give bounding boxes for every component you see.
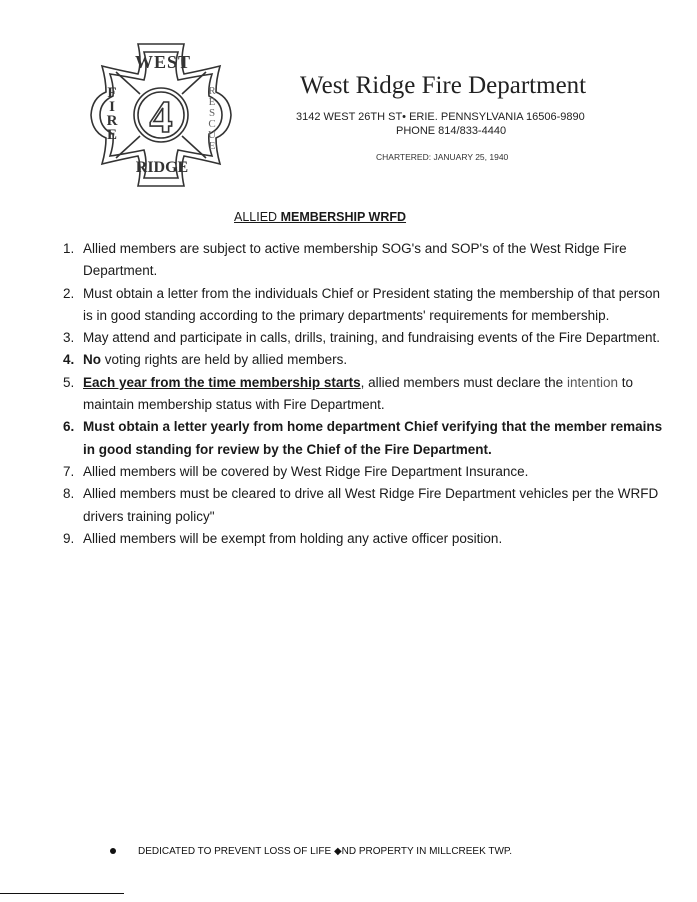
- rule-text: May attend and participate in calls, drills, training, and fundraising events of the Fire Department.: [83, 330, 661, 346]
- rule-item: [55, 283, 670, 328]
- footnote-divider: [0, 893, 124, 894]
- organization-name: West Ridge Fire Department: [300, 72, 587, 99]
- rule-bold-text: Must obtain a letter yearly from home department Chief verifying that the member remains in good standing for review by the Chief of the Fire Department.: [83, 419, 663, 457]
- rule-number: 1.: [63, 241, 75, 256]
- emblem-center-number: 4: [149, 91, 173, 142]
- rule-text: Allied members will be exempt from holding any active officer position.: [83, 530, 503, 546]
- emblem-left-letter-i: I: [109, 99, 115, 115]
- organization-phone: PHONE 814/833-4440: [396, 125, 507, 137]
- rule-item: [55, 461, 670, 483]
- emblem-left-letter-r: R: [106, 113, 118, 129]
- footer-motto-text: DEDICATED TO PREVENT LOSS OF LIFE ◆ND PROPERTY IN MILLCREEK TWP.: [138, 846, 513, 857]
- rule-item: [55, 528, 670, 550]
- emblem-bottom-word: RIDGE: [135, 159, 189, 176]
- rule-number: 4.: [63, 352, 75, 368]
- rule-bold-text: No: [83, 352, 101, 368]
- footer-motto: [110, 846, 512, 857]
- bullet-icon: [110, 848, 116, 854]
- emblem-right-letter-c: C: [208, 118, 216, 130]
- rule-number: 6.: [63, 419, 75, 435]
- rule-number: 9.: [63, 530, 75, 546]
- rule-item: [55, 483, 670, 528]
- emblem-right-letter-u: U: [208, 129, 216, 141]
- rule-number: 5.: [63, 374, 75, 390]
- emblem-right-letter-r: R: [208, 85, 216, 97]
- rule-number: 2.: [63, 285, 75, 301]
- rule-text: Allied members must be cleared to drive all West Ridge Fire Department vehicles per the WRFD drivers training policy": [83, 486, 659, 524]
- rule-item: [55, 238, 670, 283]
- document-title-bold: MEMBERSHIP WRFD: [280, 210, 407, 224]
- rule-item: [55, 372, 670, 417]
- rule-item: [55, 416, 670, 461]
- chartered-date: CHARTERED: JANUARY 25, 1940: [376, 152, 509, 162]
- emblem-top-word: WEST: [134, 52, 192, 72]
- rule-text-continued: to maintain membership status with Fire Department.: [83, 374, 634, 413]
- emblem-left-letter-f: F: [107, 85, 117, 101]
- rule-text: voting rights are held by allied members.: [101, 352, 348, 368]
- rule-text: Allied members are subject to active membership SOG's and SOP's of the West Ridge Fire Department.: [83, 241, 627, 279]
- rule-item: [55, 349, 670, 371]
- document-title: [234, 210, 406, 224]
- emblem-right-letter-s: S: [208, 107, 216, 119]
- rule-number: 3.: [63, 330, 75, 346]
- membership-rules-list: [55, 238, 670, 550]
- rule-text: Must obtain a letter from the individuals Chief or President stating the membership of that person is in good standing according to the primary departments' requirements for membership.: [83, 285, 661, 323]
- document-title-plain: ALLIED: [234, 210, 281, 224]
- rule-text-muted: intention: [566, 374, 619, 390]
- organization-address: 3142 WEST 26TH ST• ERIE. PENNSYLVANIA 16506-9890: [296, 111, 585, 123]
- rule-text: Allied members will be covered by West Ridge Fire Department Insurance.: [83, 463, 529, 479]
- rule-number: 7.: [63, 463, 75, 479]
- emblem-right-letter-e1: E: [208, 96, 216, 108]
- rule-text: , allied members must declare the: [360, 374, 564, 390]
- emblem-right-letter-e2: E: [208, 140, 216, 152]
- rule-item: [55, 327, 670, 349]
- emblem-left-letter-e: E: [106, 127, 118, 143]
- rule-number: 8.: [63, 486, 75, 502]
- rule-emphasis-text: Each year from the time membership starts: [83, 374, 361, 390]
- fire-department-emblem: [88, 40, 234, 190]
